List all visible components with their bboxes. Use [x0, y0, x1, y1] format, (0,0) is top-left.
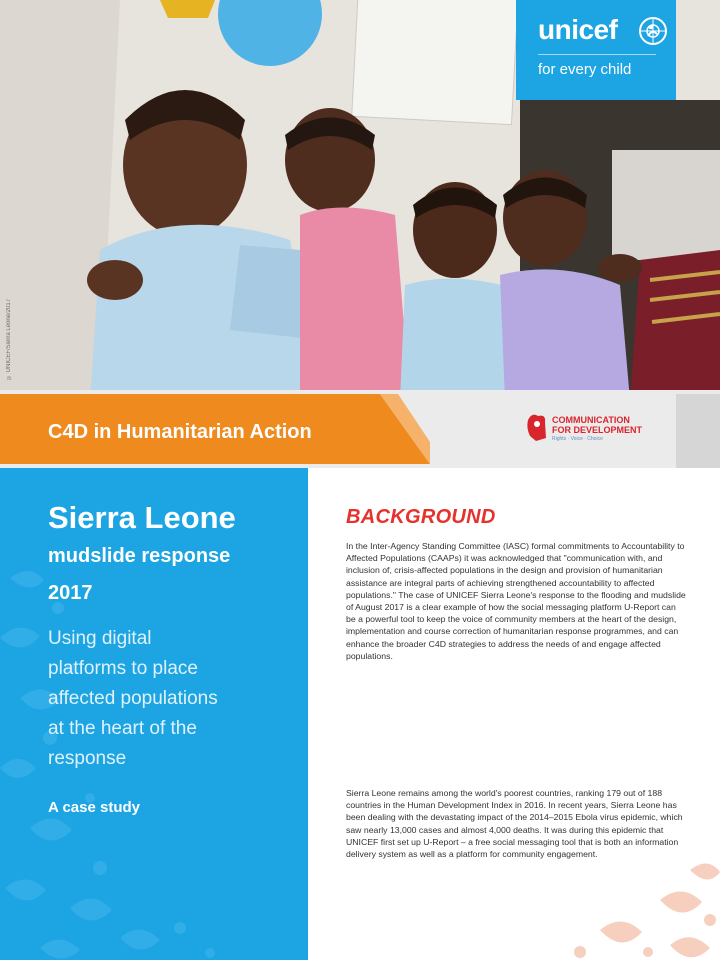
subtitle-line: response [48, 748, 127, 769]
background-heading: BACKGROUND [346, 506, 496, 528]
title-year: 2017 [48, 582, 93, 604]
decorative-pattern [0, 468, 308, 960]
c4d-logo[interactable] [526, 412, 672, 446]
subtitle-line: at the heart of the [48, 718, 197, 739]
title-panel [0, 468, 308, 960]
subtitle-line: affected populations [48, 688, 218, 709]
background-paragraph-2: Sierra Leone remains among the world's poorest countries, ranking 179 out of 188 countries in the Human Development Index in 2016. In recent years, Sierra Leone has been dealing with the devastating impact of the 2014–2015 Ebola virus epidemic, which saw nearly 13,000 cases and almost 4,000 deaths. It was during this epidemic that UNICEF first set up U-Report – a free social messaging tool that is both an information delivery system as well as a platform for community engagement. [346, 788, 683, 860]
title-country: Sierra Leone [48, 500, 236, 535]
c4d-logo-line3: Rights · Voice · Choice [552, 436, 603, 442]
unicef-divider [538, 54, 656, 55]
unicef-wordmark: unicef [538, 14, 618, 45]
background-paragraph-1: In the Inter-Agency Standing Committee (IASC) formal commitments to Accountability to Affected Populations (CAAPs) it was acknowledged that "communication with, and inclusion of, crisis-affected populations in the design and provision of humanitarian assistance are integral parts of achieving strengthened accountability to affected populations." The case of UNICEF Sierra Leone's response to the flooding and mudslide of August 2017 is a clear example of how the social messaging platform U-Report can be a powerful tool to keep the voice of community members at the heart of the design, implementation and course correction of humanitarian response programmes, and can enhance the broader C4D strategies to address the needs of and engage affected populations. [346, 541, 686, 661]
subtitle-line: Using digital [48, 628, 152, 649]
case-study-label: A case study [48, 799, 140, 816]
c4d-mark-icon [526, 412, 548, 442]
unicef-logo[interactable] [516, 0, 676, 100]
photo-credit: © UNICEF/Sierra Leone/2017 [6, 298, 12, 380]
banner-title: C4D in Humanitarian Action [48, 421, 312, 443]
c4d-logo-line2: FOR DEVELOPMENT [552, 425, 643, 435]
unicef-emblem-icon [638, 16, 668, 46]
title-event: mudslide response [48, 545, 231, 567]
decorative-corner-pattern [560, 860, 720, 960]
subtitle-line: platforms to place [48, 658, 198, 679]
grey-tab [676, 394, 720, 468]
c4d-logo-line1: COMMUNICATION [552, 415, 630, 425]
unicef-tagline: for every child [538, 61, 632, 78]
